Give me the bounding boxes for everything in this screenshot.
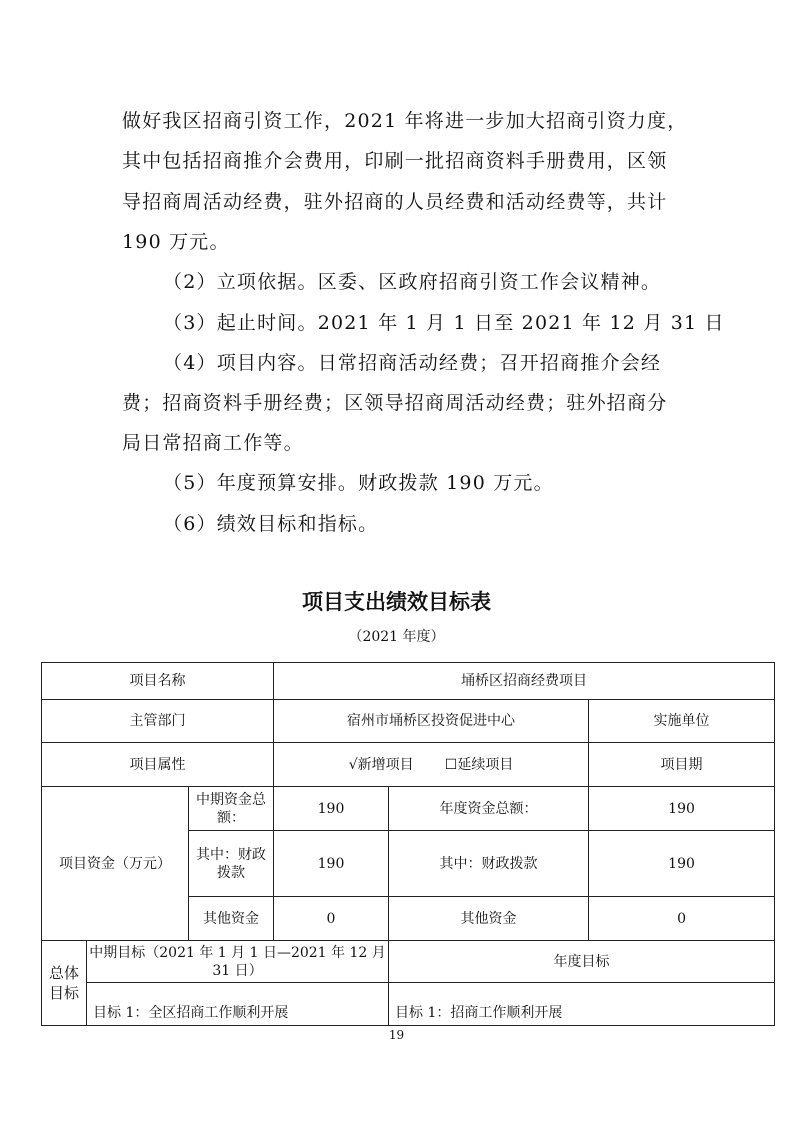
table-row xyxy=(42,743,775,787)
mid-other-value: 0 xyxy=(274,897,389,941)
dept-value: 宿州市埇桥区投资促进中心 xyxy=(274,700,589,743)
body-line: 局日常招商工作等。 xyxy=(122,432,304,454)
year-goal-1: 目标 1：招商工作顺利开展 xyxy=(389,983,775,1026)
table-row xyxy=(42,663,775,700)
attr-label: 项目属性 xyxy=(42,743,274,787)
year-goal-header: 年度目标 xyxy=(389,941,775,983)
table-row xyxy=(42,787,775,831)
year-other-value: 0 xyxy=(589,897,775,941)
table-row xyxy=(42,700,775,743)
funds-label: 项目资金（万元） xyxy=(42,787,189,941)
mid-goal-header: 中期目标（2021 年 1 月 1 日—2021 年 12 月 31 日） xyxy=(87,941,389,983)
body-line: 做好我区招商引资工作，2021 年将进一步加大招商引资力度， xyxy=(122,110,688,132)
table-row xyxy=(42,983,775,1026)
year-other-label: 其他资金 xyxy=(389,897,589,941)
year-fiscal-value: 190 xyxy=(589,831,775,897)
table-row xyxy=(42,941,775,983)
year-fiscal-label: 其中：财政拨款 xyxy=(389,831,589,897)
page-number: 19 xyxy=(388,1028,405,1042)
body-line: 导招商周活动经费，驻外招商的人员经费和活动经费等，共计 xyxy=(122,191,668,213)
project-name-label: 项目名称 xyxy=(42,663,274,700)
attr-value xyxy=(274,743,589,787)
mid-total-value: 190 xyxy=(274,787,389,831)
body-line: 其中包括招商推介会费用，印刷一批招商资料手册费用，区领 xyxy=(122,150,668,172)
overall-goal-label: 总体目标 xyxy=(42,941,87,1026)
body-line: （5）年度预算安排。财政拨款 190 万元。 xyxy=(163,472,554,494)
body-line: （2）立项依据。区委、区政府招商引资工作会议精神。 xyxy=(163,271,662,293)
attr-continue: ☐延续项目 xyxy=(444,756,514,773)
year-total-value: 190 xyxy=(589,787,775,831)
table-subtitle: （2021 年度） xyxy=(348,629,445,645)
body-line: （3）起止时间。2021 年 1 月 1 日至 2021 年 12 月 31 日 xyxy=(163,312,725,334)
project-name-value: 埇桥区招商经费项目 xyxy=(274,663,775,700)
attr-new: √新增项目 xyxy=(348,756,414,773)
performance-table xyxy=(41,662,775,1026)
mid-other-label: 其他资金 xyxy=(189,897,274,941)
impl-label: 实施单位 xyxy=(589,700,775,743)
table-title: 项目支出绩效目标表 xyxy=(302,590,491,614)
period-label: 项目期 xyxy=(589,743,775,787)
mid-fiscal-value: 190 xyxy=(274,831,389,897)
body-line: （4）项目内容。日常招商活动经费；召开招商推介会经 xyxy=(163,352,662,374)
year-total-label: 年度资金总额： xyxy=(389,787,589,831)
body-line: 费；招商资料手册经费；区领导招商周活动经费；驻外招商分 xyxy=(122,392,668,414)
body-line: （6）绩效目标和指标。 xyxy=(163,513,379,535)
mid-goal-1: 目标 1：全区招商工作顺利开展 xyxy=(87,983,389,1026)
mid-fiscal-label: 其中：财政拨款 xyxy=(189,831,274,897)
mid-total-label: 中期资金总额： xyxy=(189,787,274,831)
body-line: 190 万元。 xyxy=(122,231,230,253)
dept-label: 主管部门 xyxy=(42,700,274,743)
